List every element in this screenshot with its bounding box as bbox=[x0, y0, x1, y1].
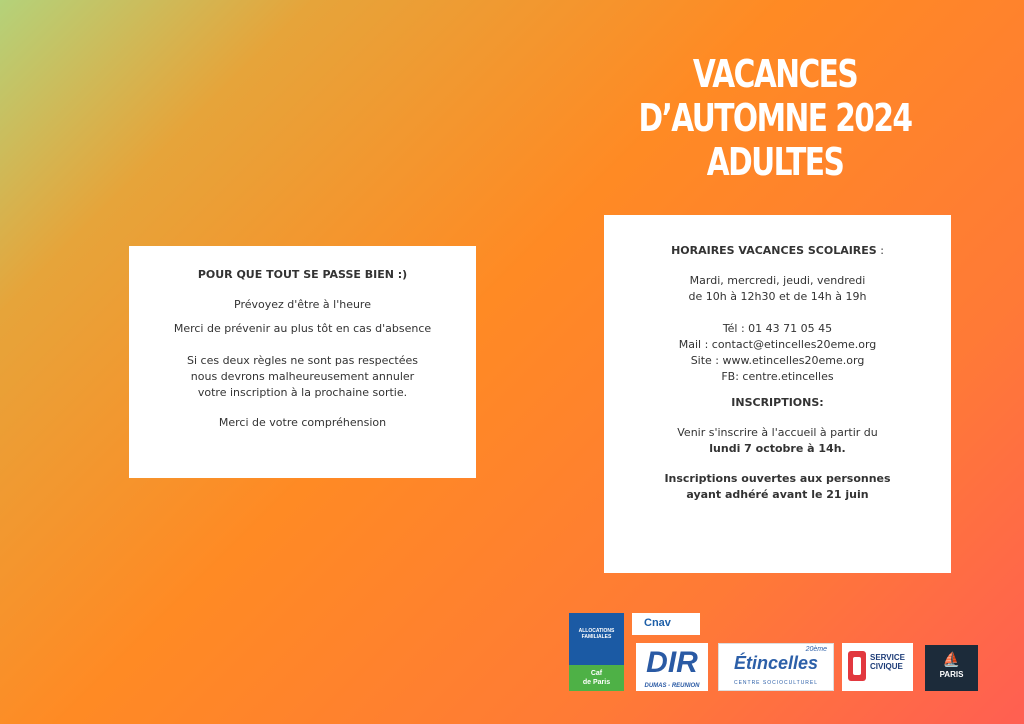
inscriptions-heading: INSCRIPTIONS: bbox=[731, 396, 824, 409]
title-line-2: ADULTES bbox=[706, 140, 844, 184]
title-line-1: VACANCES D’AUTOMNE 2024 bbox=[638, 52, 912, 140]
etincelles-logo: 20ème Étincelles CENTRE SOCIOCULTUREL bbox=[718, 643, 834, 691]
rules-card bbox=[129, 246, 476, 478]
thanks-text: Merci de votre compréhension bbox=[218, 416, 387, 429]
service-civique-logo: SERVICE CIVIQUE bbox=[842, 643, 913, 691]
hours-heading: HORAIRES VACANCES SCOLAIRES : bbox=[671, 244, 884, 257]
page-title bbox=[607, 52, 942, 184]
warning-line-1: Si ces deux règles ne sont pas respectées bbox=[187, 354, 418, 367]
paris-logo: ⛵ PARIS bbox=[925, 645, 978, 691]
opening-hours: de 10h à 12h30 et de 14h à 19h bbox=[688, 290, 867, 303]
opening-days: Mardi, mercredi, jeudi, vendredi bbox=[689, 274, 866, 287]
inscription-line-1: Venir s'inscrire à l'accueil à partir du bbox=[677, 426, 878, 439]
contact-site[interactable]: Site : www.etincelles20eme.org bbox=[690, 354, 865, 367]
rule-punctuality: Prévoyez d'être à l'heure bbox=[234, 298, 371, 311]
info-card bbox=[604, 215, 951, 573]
dir-logo: DIR DUMAS - REUNION bbox=[636, 643, 708, 691]
cnav-logo: Cnav bbox=[632, 613, 700, 635]
contact-phone: Tél : 01 43 71 05 45 bbox=[722, 322, 833, 335]
warning-line-2: nous devrons malheureusement annuler bbox=[190, 370, 415, 383]
inscription-condition-2: ayant adhéré avant le 21 juin bbox=[686, 488, 869, 501]
inscription-condition-1: Inscriptions ouvertes aux personnes bbox=[664, 472, 891, 485]
warning-line-3: votre inscription à la prochaine sortie. bbox=[197, 386, 408, 399]
inscription-date: lundi 7 octobre à 14h. bbox=[709, 442, 846, 455]
caf-logo: ALLOCATIONS FAMILIALES Caf de Paris bbox=[569, 613, 624, 691]
rules-heading: POUR QUE TOUT SE PASSE BIEN :) bbox=[197, 268, 408, 281]
rule-absence: Merci de prévenir au plus tôt en cas d'absence bbox=[173, 322, 432, 335]
paris-boat-icon: ⛵ bbox=[942, 651, 961, 667]
contact-mail[interactable]: Mail : contact@etincelles20eme.org bbox=[678, 338, 877, 351]
contact-facebook: FB: centre.etincelles bbox=[721, 370, 834, 383]
